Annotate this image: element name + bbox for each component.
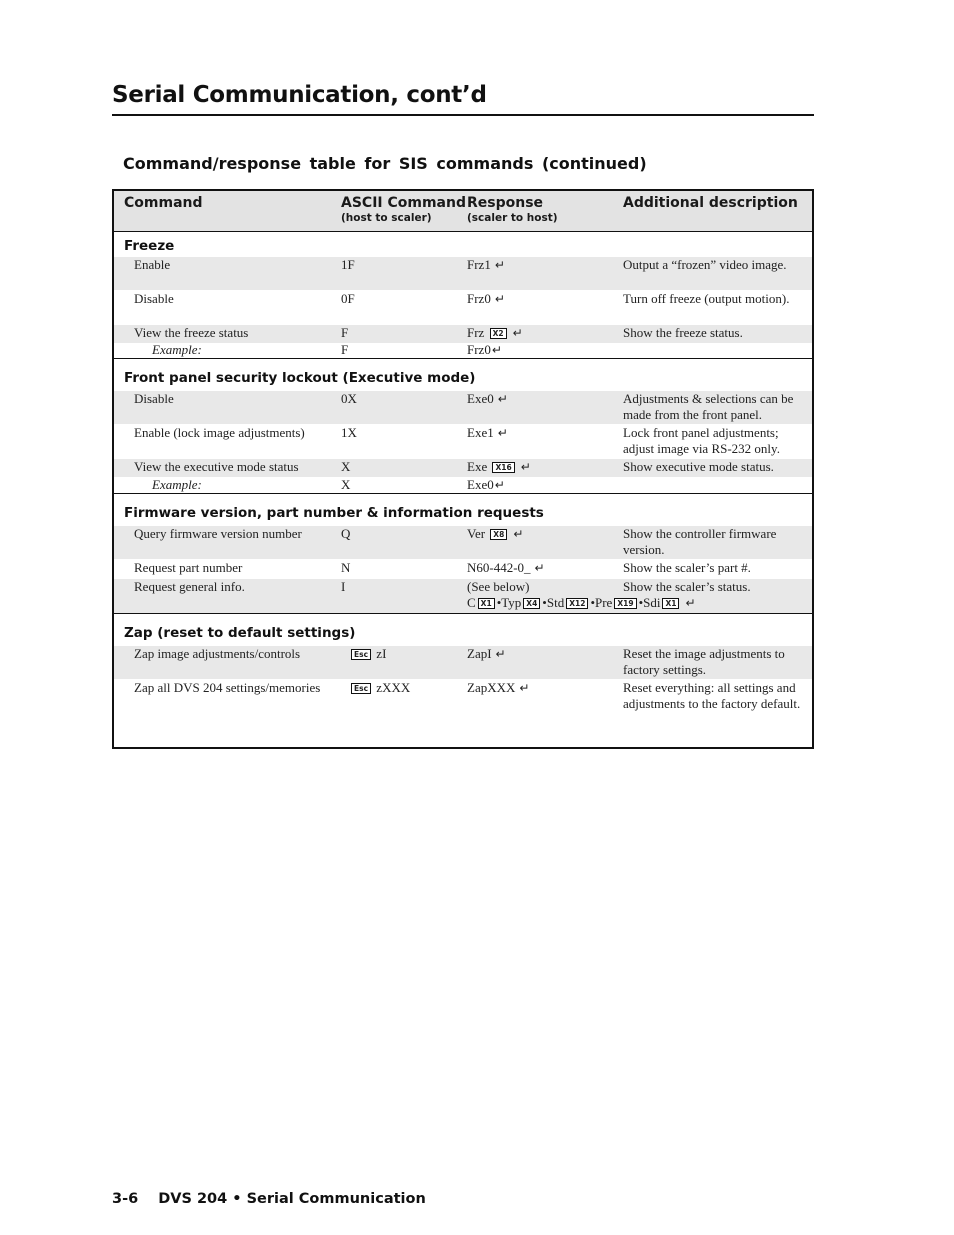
sis-command-table: [112, 189, 814, 749]
title-rule: [112, 114, 814, 116]
response-text: Exe0: [467, 477, 494, 492]
cell-command: View the executive mode status: [134, 459, 299, 474]
table-header: [114, 191, 812, 232]
page-number: 3-6: [112, 1191, 139, 1207]
cell-command: Request general info.: [134, 579, 245, 594]
response-text: Exe1: [467, 425, 494, 440]
header-response-sub: (scaler to host): [467, 212, 558, 224]
cell-description: Lock front panel adjustments; adjust image via RS-232 only.: [623, 425, 780, 456]
header-response: [467, 195, 558, 224]
variable-box: X8: [490, 529, 507, 540]
variable-box: X4: [523, 598, 540, 609]
cell-ascii: 1F: [341, 257, 355, 272]
info-prefix: •Sdi: [638, 595, 661, 610]
table-row: [114, 526, 812, 559]
cell-ascii: N: [341, 560, 351, 575]
return-arrow-icon: ↵: [513, 527, 524, 541]
table-row: [114, 459, 812, 477]
return-arrow-icon: ↵: [520, 460, 531, 474]
info-prefix: •Typ: [496, 595, 522, 610]
header-command-label: Command: [124, 195, 203, 211]
info-prefix: •Std: [542, 595, 565, 610]
response-text: N60-442-0_: [467, 560, 531, 575]
variable-box: X1: [478, 598, 495, 609]
return-arrow-icon: ↵: [519, 681, 530, 695]
cell-ascii: 1X: [341, 425, 357, 440]
cell-response: [467, 680, 529, 696]
variable-box: X2: [490, 328, 507, 339]
cell-command: Disable: [134, 291, 174, 306]
table-row: [114, 257, 812, 290]
response-text: Frz0: [467, 342, 491, 357]
table-row: [114, 646, 812, 679]
cell-response: [467, 325, 523, 341]
cell-response: [467, 477, 505, 493]
return-arrow-icon: ↵: [497, 392, 508, 406]
cell-command: Enable (lock image adjustments): [134, 425, 305, 440]
variable-box: X12: [566, 598, 588, 609]
header-description: [623, 195, 798, 211]
section-divider: [114, 613, 812, 614]
response-text: ZapXXX: [467, 680, 516, 695]
cell-description: Reset everything: all settings and adjustments to the factory default.: [623, 680, 801, 711]
cell-ascii: 0X: [341, 391, 357, 406]
cell-response: [467, 526, 523, 542]
cell-response: [467, 560, 545, 576]
section-divider: [114, 493, 812, 494]
cell-ascii: F: [341, 342, 349, 357]
return-arrow-icon: ↵: [494, 478, 505, 492]
return-arrow-icon: ↵: [497, 426, 508, 440]
cell-description: Show the scaler’s part #.: [623, 560, 751, 575]
cell-ascii: F: [341, 325, 349, 340]
table-row: [114, 291, 812, 324]
cell-response: [467, 342, 502, 358]
info-prefix: C: [467, 595, 476, 610]
table-row: [114, 680, 812, 730]
cell-ascii: [349, 646, 386, 662]
cell-description: Turn off freeze (output motion).: [623, 291, 790, 306]
response-text: Frz1: [467, 257, 491, 272]
cell-response: [467, 257, 505, 273]
variable-box: X16: [492, 462, 514, 473]
variable-box: X19: [614, 598, 636, 609]
page-footer: [112, 1191, 426, 1207]
ascii-text: zXXX: [376, 680, 411, 695]
cell-ascii: X: [341, 459, 351, 474]
response-text: Ver: [467, 526, 486, 541]
table-row: [114, 325, 812, 343]
page-title: Serial Communication, cont’d: [112, 82, 487, 108]
cell-response: [467, 425, 508, 441]
group-title-zap: Zap (reset to default settings): [124, 625, 356, 641]
response-text: Exe: [467, 459, 488, 474]
section-title: Command/response table for SIS commands (continued): [123, 154, 647, 173]
cell-command: Query firmware version number: [134, 526, 302, 541]
cell-example: Example:: [152, 477, 202, 492]
cell-response: [467, 391, 508, 407]
cell-response: [467, 459, 531, 475]
esc-key-icon: Esc: [351, 683, 371, 694]
esc-key-icon: Esc: [351, 649, 371, 660]
cell-command: View the freeze status: [134, 325, 249, 340]
section-divider: [114, 358, 812, 359]
cell-command: Request part number: [134, 560, 243, 575]
response-text: Exe0: [467, 391, 494, 406]
cell-description: Show the freeze status.: [623, 325, 743, 340]
footer-text: DVS 204 • Serial Communication: [158, 1191, 426, 1207]
table-row: [114, 391, 812, 424]
cell-ascii: Q: [341, 526, 351, 541]
return-arrow-icon: ↵: [534, 561, 545, 575]
header-description-label: Additional description: [623, 195, 798, 211]
cell-ascii: X: [341, 477, 351, 492]
response-info-line: [467, 595, 696, 610]
cell-response: [467, 291, 505, 307]
cell-ascii: 0F: [341, 291, 355, 306]
header-ascii-sub: (host to scaler): [341, 212, 432, 224]
info-prefix: •Pre: [590, 595, 613, 610]
cell-description: Adjustments & selections can be made from the front panel.: [623, 391, 794, 422]
cell-command: Zap image adjustments/controls: [134, 646, 301, 661]
cell-response: [467, 646, 506, 662]
cell-description: Show the controller firmware version.: [623, 526, 777, 557]
response-text: Frz0: [467, 291, 491, 306]
header-ascii-label: ASCII Command: [341, 195, 466, 211]
header-command: [124, 195, 203, 211]
ascii-text: zI: [376, 646, 387, 661]
table-row: [114, 579, 812, 613]
response-text: (See below): [467, 579, 530, 594]
return-arrow-icon: ↵: [685, 596, 696, 610]
cell-command: Zap all DVS 204 settings/memories: [134, 680, 321, 695]
cell-example: Example:: [152, 342, 202, 357]
return-arrow-icon: ↵: [491, 343, 502, 357]
return-arrow-icon: ↵: [494, 258, 505, 272]
response-text: Frz: [467, 325, 485, 340]
cell-description: Reset the image adjustments to factory settings.: [623, 646, 785, 677]
table-row: [114, 425, 812, 458]
cell-description: Show the scaler’s status.: [623, 579, 751, 594]
group-title-firmware: Firmware version, part number & information requests: [124, 505, 544, 521]
cell-ascii: I: [341, 579, 346, 594]
cell-description: Show executive mode status.: [623, 459, 774, 474]
return-arrow-icon: ↵: [495, 647, 506, 661]
cell-command: Disable: [134, 391, 174, 406]
response-text: ZapI: [467, 646, 492, 661]
group-title-executive-mode: Front panel security lockout (Executive mode): [124, 370, 476, 386]
cell-description: Output a “frozen” video image.: [623, 257, 787, 272]
table-row: [114, 560, 812, 578]
header-ascii: [341, 195, 466, 224]
return-arrow-icon: ↵: [512, 326, 523, 340]
header-response-label: Response: [467, 195, 544, 211]
cell-ascii: [349, 680, 410, 696]
return-arrow-icon: ↵: [494, 292, 505, 306]
group-title-freeze: Freeze: [124, 238, 175, 254]
cell-command: Enable: [134, 257, 171, 272]
variable-box: X1: [662, 598, 679, 609]
